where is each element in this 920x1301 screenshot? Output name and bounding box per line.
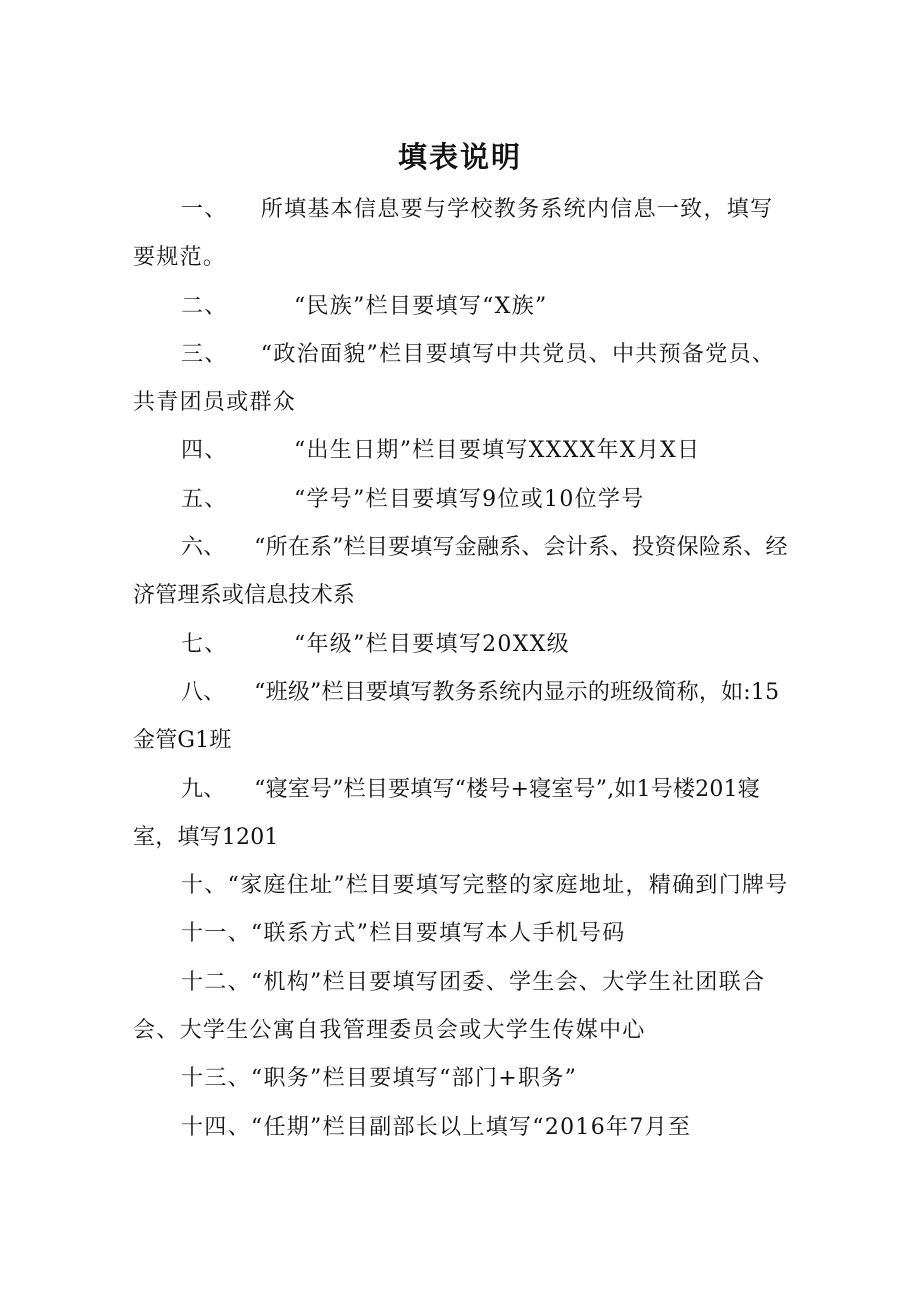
instruction-item-1: 一、 所填基本信息要与学校教务系统内信息一致，填写要规范。	[133, 197, 774, 271]
instruction-item-3: 三、 “政治面貌”栏目要填写中共党员、中共预备党员、共青团员或群众	[133, 341, 776, 416]
instructions-body	[133, 186, 793, 1152]
instruction-item-8: 八、 “班级”栏目要填写教务系统内显示的班级简称，如:15金管G1班	[133, 679, 780, 754]
instruction-item-11: 十一、“联系方式”栏目要填写本人手机号码	[181, 921, 626, 947]
instruction-item-13: 十三、“职务”栏目要填写“部门+职务”	[181, 1066, 578, 1092]
instruction-item-9: 九、 “寝室号”栏目要填写“楼号+寝室号”,如1号楼201寝室，填写1201	[133, 776, 760, 850]
instruction-item-5: 五、 “学号”栏目要填写9位或10位学号	[181, 486, 645, 512]
instruction-item-10: 十、“家庭住址”栏目要填写完整的家庭地址，精确到门牌号	[181, 873, 789, 899]
instruction-item-14: 十四、“任期”栏目副部长以上填写“2016年7月至	[181, 1114, 692, 1140]
instruction-item-4: 四、 “出生日期”栏目要填写XXXX年X月X日	[181, 438, 701, 464]
instruction-item-12: 十二、“机构”栏目要填写团委、学生会、大学生社团联合会、大学生公寓自我管理委员会或大学生传媒中心	[133, 969, 766, 1044]
instruction-item-2: 二、 “民族”栏目要填写“X族”	[181, 293, 548, 319]
instruction-item-7: 七、 “年级”栏目要填写20XX级	[181, 631, 570, 657]
document-title: 填表说明	[397, 140, 522, 174]
instruction-item-6: 六、 “所在系”栏目要填写金融系、会计系、投资保险系、经济管理系或信息技术系	[133, 535, 788, 609]
